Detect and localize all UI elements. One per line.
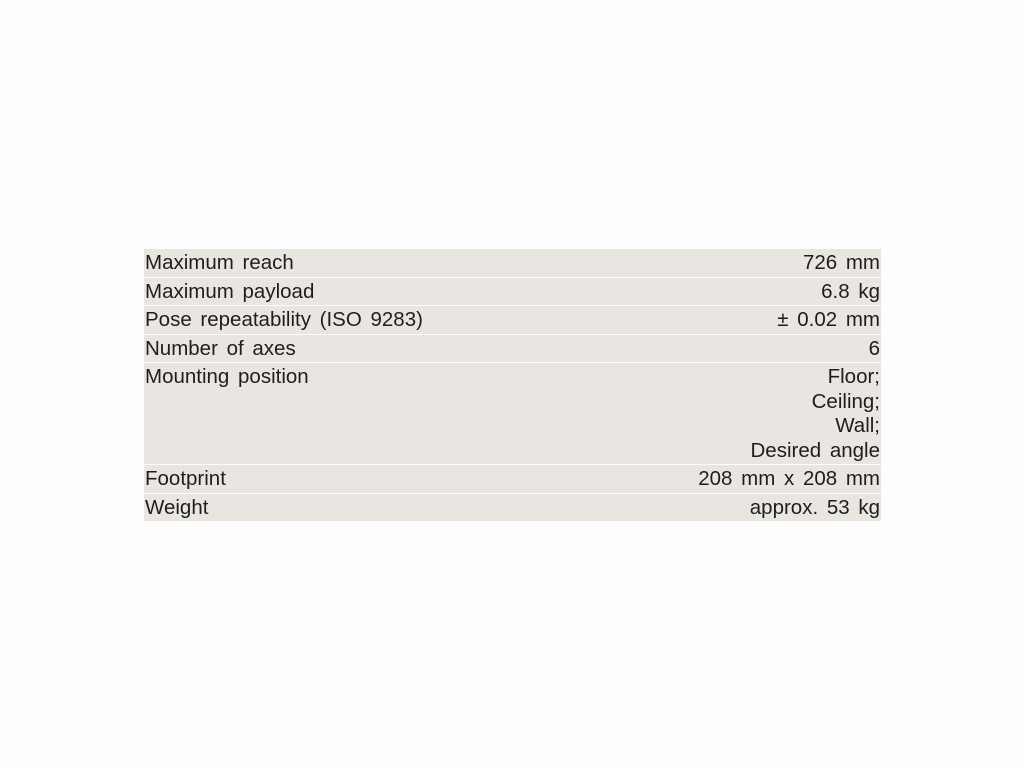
spec-label: Maximum reach <box>145 251 294 274</box>
spec-value: 726 mm <box>802 251 880 274</box>
spec-value: ± 0.02 mm <box>777 308 880 331</box>
spec-value: 6 <box>868 336 880 360</box>
spec-value-line: Floor; <box>827 365 880 388</box>
spec-value: 6.8 kg <box>821 279 880 303</box>
spec-label: Weight <box>145 495 209 519</box>
spec-row-number-of-axes <box>144 335 881 364</box>
spec-row-footprint <box>144 465 881 494</box>
spec-value: approx. 53 kg <box>749 495 880 519</box>
spec-row-maximum-payload <box>144 278 881 307</box>
spec-row-mounting-position <box>144 363 881 465</box>
spec-value-line: Desired angle <box>750 438 880 462</box>
spec-value-line: Ceiling; <box>811 389 880 413</box>
spec-row-pose-repeatability <box>144 306 881 335</box>
spec-value: 208 mm x 208 mm <box>698 467 880 490</box>
spec-label: Number of axes <box>145 336 296 360</box>
spec-row-maximum-reach <box>144 249 881 278</box>
spec-label: Maximum payload <box>145 279 315 303</box>
spec-label: Pose repeatability (ISO 9283) <box>145 308 423 331</box>
spec-label: Mounting position <box>145 365 309 388</box>
spec-label: Footprint <box>145 467 226 490</box>
spec-row-weight <box>144 494 881 522</box>
spec-table <box>144 249 881 521</box>
spec-value-list <box>309 365 881 463</box>
spec-value-line: Wall; <box>835 414 880 437</box>
